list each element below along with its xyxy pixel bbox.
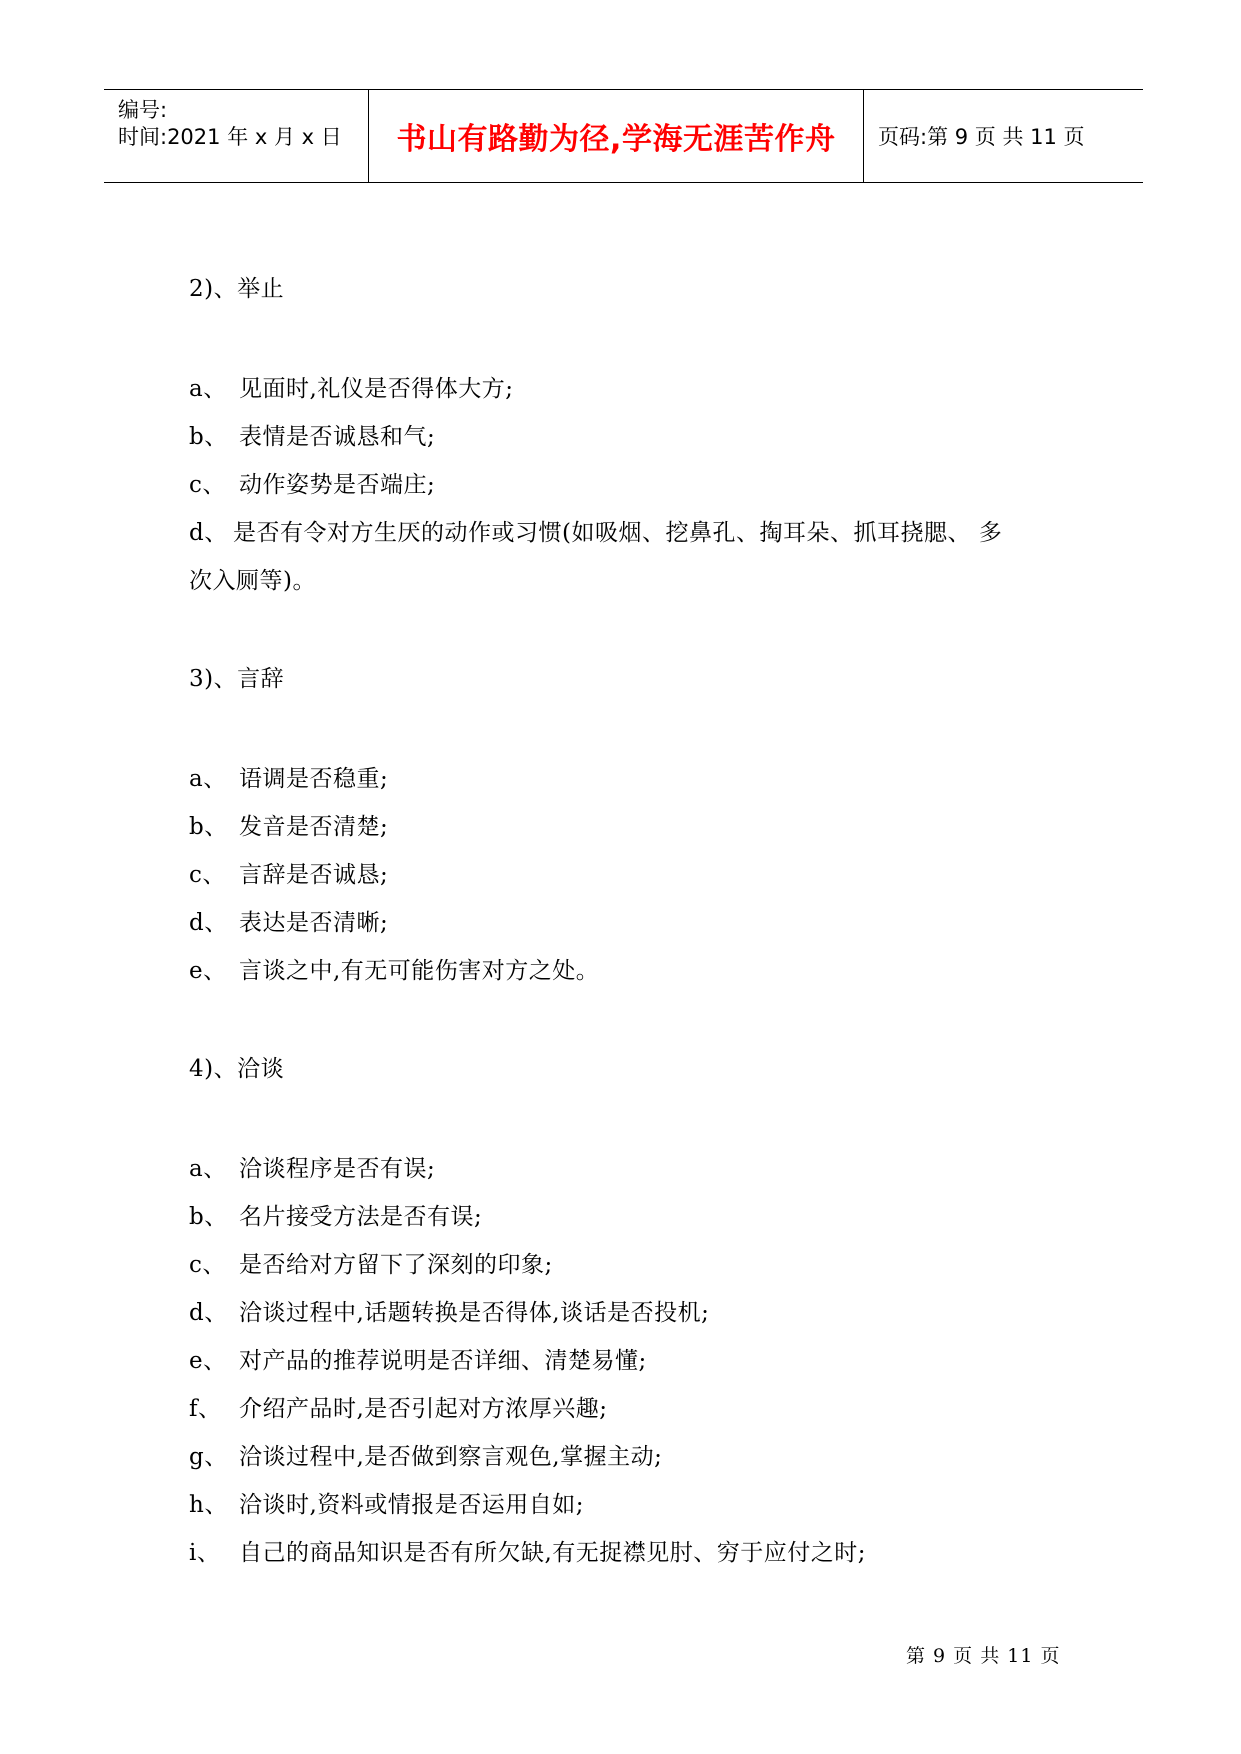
list-item [189, 760, 388, 793]
list-marker: b、 [189, 814, 228, 840]
list-text: 语调是否稳重; [239, 766, 389, 792]
header-motto-cell [369, 90, 864, 182]
list-text: 介绍产品时,是否引起对方浓厚兴趣; [239, 1396, 608, 1422]
list-text: 表达是否清晰; [239, 910, 389, 936]
list-item [189, 904, 388, 937]
list-marker: e、 [189, 958, 227, 984]
list-marker: h、 [189, 1492, 228, 1518]
header-number-label: 编号: [118, 98, 168, 122]
list-marker: d、 [189, 1300, 228, 1326]
header-table [104, 89, 1143, 183]
header-time-label: 时间:2021 年 x 月 x 日 [118, 125, 342, 149]
list-item [189, 1486, 584, 1519]
header-meta-cell [104, 90, 369, 182]
list-marker: f、 [189, 1396, 222, 1422]
list-item [189, 952, 599, 985]
list-item [189, 1150, 435, 1183]
section-heading: 4)、洽谈 [189, 1056, 285, 1082]
header-page-cell [864, 90, 1143, 182]
section-heading: 2)、举止 [189, 276, 285, 302]
list-text: 洽谈程序是否有误; [239, 1156, 436, 1182]
list-marker: b、 [189, 1204, 228, 1230]
list-text: 表情是否诚恳和气; [239, 424, 436, 450]
list-marker: d、 [189, 520, 228, 546]
list-marker: a、 [189, 766, 227, 792]
page-footer: 第 9 页 共 11 页 [906, 1645, 1061, 1667]
list-text: 言谈之中,有无可能伤害对方之处。 [239, 958, 600, 984]
list-marker: c、 [189, 472, 226, 498]
list-text: 发音是否清楚; [239, 814, 389, 840]
list-item [189, 808, 388, 841]
list-item [189, 1390, 608, 1423]
list-item-continuation [189, 562, 316, 595]
list-item [189, 856, 388, 889]
list-marker: a、 [189, 1156, 227, 1182]
list-text: 名片接受方法是否有误; [239, 1204, 483, 1230]
list-marker: g、 [189, 1444, 228, 1470]
list-item [189, 1294, 709, 1327]
list-item [189, 1534, 866, 1567]
list-marker: c、 [189, 862, 226, 888]
list-marker: b、 [189, 424, 228, 450]
list-text: 见面时,礼仪是否得体大方; [239, 376, 514, 402]
list-marker: a、 [189, 376, 227, 402]
list-item [189, 466, 435, 499]
list-text: 洽谈过程中,话题转换是否得体,谈话是否投机; [239, 1300, 710, 1326]
list-item [189, 1198, 482, 1231]
list-text: 是否有令对方生厌的动作或习惯(如吸烟、挖鼻孔、掏耳朵、抓耳挠腮、 多 [233, 520, 1003, 546]
list-marker: c、 [189, 1252, 226, 1278]
list-item [189, 514, 1002, 547]
list-text: 洽谈过程中,是否做到察言观色,掌握主动; [239, 1444, 663, 1470]
list-marker: e、 [189, 1348, 227, 1374]
list-item [189, 1246, 553, 1279]
section-heading: 3)、言辞 [189, 666, 285, 692]
list-text: 次入厕等)。 [189, 568, 316, 594]
list-item [189, 418, 435, 451]
list-marker: i、 [189, 1540, 221, 1566]
list-item [189, 1342, 647, 1375]
list-item [189, 370, 514, 403]
list-text: 洽谈时,资料或情报是否运用自如; [239, 1492, 585, 1518]
list-text: 对产品的推荐说明是否详细、清楚易懂; [239, 1348, 647, 1374]
list-text: 是否给对方留下了深刻的印象; [239, 1252, 553, 1278]
header-page-label: 页码:第 9 页 共 11 页 [878, 125, 1085, 149]
list-text: 动作姿势是否端庄; [239, 472, 436, 498]
list-marker: d、 [189, 910, 228, 936]
list-text: 自己的商品知识是否有所欠缺,有无捉襟见肘、穷于应付之时; [239, 1540, 867, 1566]
header-motto: 书山有路勤为径,学海无涯苦作舟 [396, 122, 836, 157]
list-text: 言辞是否诚恳; [239, 862, 389, 888]
list-item [189, 1438, 662, 1471]
